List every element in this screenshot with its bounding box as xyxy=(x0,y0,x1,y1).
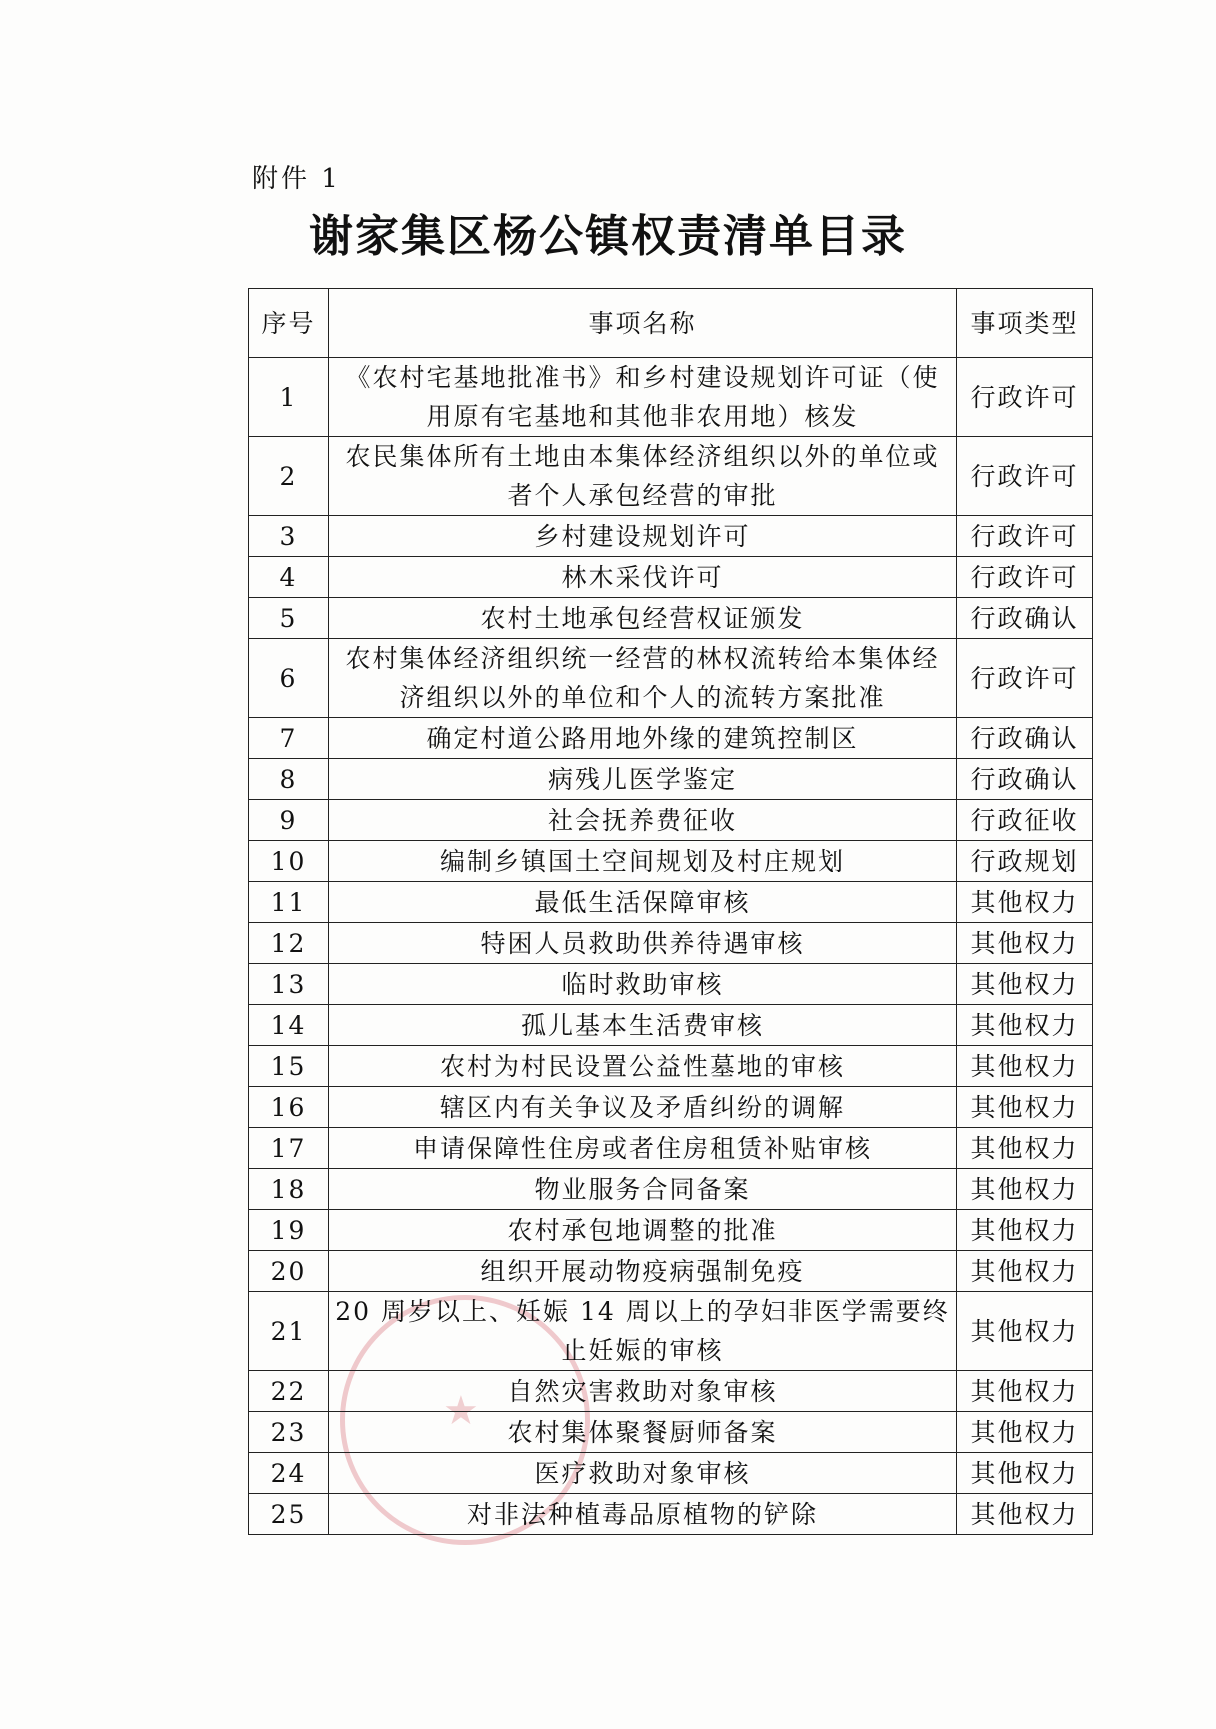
row-name: 确定村道公路用地外缘的建筑控制区 xyxy=(329,718,957,759)
row-no: 24 xyxy=(249,1453,329,1494)
table-row xyxy=(249,964,1093,1005)
row-no: 25 xyxy=(249,1494,329,1535)
table-row xyxy=(249,882,1093,923)
row-name: 编制乡镇国土空间规划及村庄规划 xyxy=(329,841,957,882)
table-row xyxy=(249,800,1093,841)
row-name: 临时救助审核 xyxy=(329,964,957,1005)
table-row xyxy=(249,718,1093,759)
authority-list-table xyxy=(248,288,1093,1535)
row-type: 行政许可 xyxy=(957,358,1093,437)
table-row xyxy=(249,1494,1093,1535)
row-no: 16 xyxy=(249,1087,329,1128)
table-row xyxy=(249,1371,1093,1412)
seal-star-icon: ★ xyxy=(443,1388,479,1434)
row-name: 农村集体经济组织统一经营的林权流转给本集体经济组织以外的单位和个人的流转方案批准 xyxy=(329,639,957,718)
row-type: 其他权力 xyxy=(957,923,1093,964)
row-name: 组织开展动物疫病强制免疫 xyxy=(329,1251,957,1292)
row-type: 其他权力 xyxy=(957,1087,1093,1128)
table-row xyxy=(249,557,1093,598)
row-type: 其他权力 xyxy=(957,1128,1093,1169)
header-no: 序号 xyxy=(249,289,329,358)
table-row xyxy=(249,598,1093,639)
row-no: 12 xyxy=(249,923,329,964)
row-name: 农村为村民设置公益性墓地的审核 xyxy=(329,1046,957,1087)
row-name: 农村承包地调整的批准 xyxy=(329,1210,957,1251)
row-no: 11 xyxy=(249,882,329,923)
row-no: 19 xyxy=(249,1210,329,1251)
row-type: 其他权力 xyxy=(957,1292,1093,1371)
table-row xyxy=(249,1169,1093,1210)
row-no: 18 xyxy=(249,1169,329,1210)
row-type: 其他权力 xyxy=(957,1371,1093,1412)
row-name: 病残儿医学鉴定 xyxy=(329,759,957,800)
row-no: 8 xyxy=(249,759,329,800)
row-name: 乡村建设规划许可 xyxy=(329,516,957,557)
row-name: 林木采伐许可 xyxy=(329,557,957,598)
table-row xyxy=(249,923,1093,964)
row-name: 自然灾害救助对象审核 xyxy=(329,1371,957,1412)
row-type: 其他权力 xyxy=(957,1210,1093,1251)
document-title: 谢家集区杨公镇权责清单目录 xyxy=(309,211,907,262)
table-row xyxy=(249,1453,1093,1494)
table-row xyxy=(249,841,1093,882)
table-row xyxy=(249,759,1093,800)
row-name: 农民集体所有土地由本集体经济组织以外的单位或者个人承包经营的审批 xyxy=(329,437,957,516)
row-type: 行政确认 xyxy=(957,718,1093,759)
row-no: 10 xyxy=(249,841,329,882)
header-type: 事项类型 xyxy=(957,289,1093,358)
row-name: 医疗救助对象审核 xyxy=(329,1453,957,1494)
row-no: 15 xyxy=(249,1046,329,1087)
row-type: 其他权力 xyxy=(957,1251,1093,1292)
row-no: 1 xyxy=(249,358,329,437)
row-type: 其他权力 xyxy=(957,1046,1093,1087)
row-name: 农村土地承包经营权证颁发 xyxy=(329,598,957,639)
row-type: 行政规划 xyxy=(957,841,1093,882)
attachment-label: 附件 1 xyxy=(252,164,341,194)
row-no: 17 xyxy=(249,1128,329,1169)
row-no: 21 xyxy=(249,1292,329,1371)
table-row xyxy=(249,1412,1093,1453)
row-name: 物业服务合同备案 xyxy=(329,1169,957,1210)
row-no: 7 xyxy=(249,718,329,759)
row-no: 20 xyxy=(249,1251,329,1292)
row-no: 6 xyxy=(249,639,329,718)
row-no: 2 xyxy=(249,437,329,516)
row-name: 最低生活保障审核 xyxy=(329,882,957,923)
table-row xyxy=(249,1046,1093,1087)
row-type: 其他权力 xyxy=(957,1453,1093,1494)
row-no: 4 xyxy=(249,557,329,598)
table-row xyxy=(249,1087,1093,1128)
row-name: 20 周岁以上、妊娠 14 周以上的孕妇非医学需要终止妊娠的审核 xyxy=(329,1292,957,1371)
row-type: 行政许可 xyxy=(957,639,1093,718)
row-type: 行政许可 xyxy=(957,516,1093,557)
table-row xyxy=(249,1210,1093,1251)
row-name: 辖区内有关争议及矛盾纠纷的调解 xyxy=(329,1087,957,1128)
row-type: 其他权力 xyxy=(957,964,1093,1005)
header-name: 事项名称 xyxy=(329,289,957,358)
row-type: 行政征收 xyxy=(957,800,1093,841)
row-name: 特困人员救助供养待遇审核 xyxy=(329,923,957,964)
table-row xyxy=(249,1128,1093,1169)
row-type: 其他权力 xyxy=(957,1169,1093,1210)
row-name: 社会抚养费征收 xyxy=(329,800,957,841)
table-row xyxy=(249,1005,1093,1046)
row-type: 其他权力 xyxy=(957,882,1093,923)
row-type: 其他权力 xyxy=(957,1005,1093,1046)
table-row xyxy=(249,358,1093,437)
row-name: 农村集体聚餐厨师备案 xyxy=(329,1412,957,1453)
row-no: 22 xyxy=(249,1371,329,1412)
row-no: 5 xyxy=(249,598,329,639)
table-row xyxy=(249,1292,1093,1371)
row-type: 行政许可 xyxy=(957,437,1093,516)
row-no: 9 xyxy=(249,800,329,841)
row-name: 《农村宅基地批准书》和乡村建设规划许可证（使用原有宅基地和其他非农用地）核发 xyxy=(329,358,957,437)
row-no: 3 xyxy=(249,516,329,557)
table-row xyxy=(249,1251,1093,1292)
row-type: 行政确认 xyxy=(957,759,1093,800)
row-type: 行政许可 xyxy=(957,557,1093,598)
row-no: 14 xyxy=(249,1005,329,1046)
table-row xyxy=(249,516,1093,557)
table-row xyxy=(249,639,1093,718)
table-row xyxy=(249,437,1093,516)
table-header-row xyxy=(249,289,1093,358)
row-type: 其他权力 xyxy=(957,1494,1093,1535)
row-no: 23 xyxy=(249,1412,329,1453)
row-no: 13 xyxy=(249,964,329,1005)
row-type: 行政确认 xyxy=(957,598,1093,639)
row-name: 孤儿基本生活费审核 xyxy=(329,1005,957,1046)
row-name: 对非法种植毒品原植物的铲除 xyxy=(329,1494,957,1535)
row-type: 其他权力 xyxy=(957,1412,1093,1453)
row-name: 申请保障性住房或者住房租赁补贴审核 xyxy=(329,1128,957,1169)
